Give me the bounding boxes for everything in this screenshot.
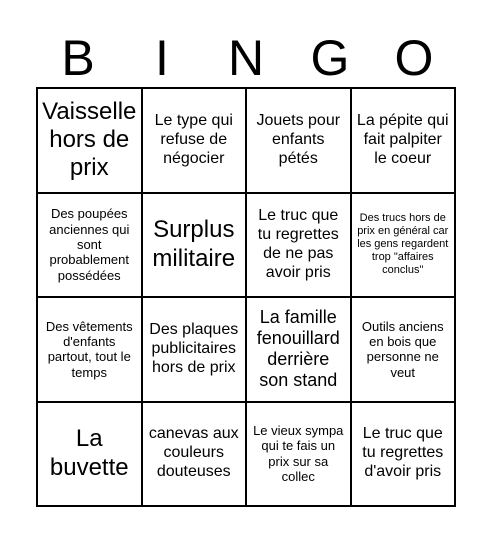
bingo-cell[interactable]: Jouets pour enfants pétés bbox=[246, 88, 351, 193]
bingo-cell[interactable]: La buvette bbox=[37, 402, 142, 507]
bingo-cell[interactable]: La famille fenouillard derrière son stand bbox=[246, 297, 351, 402]
bingo-cell[interactable]: Des vêtements d'enfants partout, tout le temps bbox=[37, 297, 142, 402]
bingo-cell[interactable]: canevas aux couleurs douteuses bbox=[142, 402, 247, 507]
bingo-header bbox=[36, 28, 456, 88]
bingo-cell[interactable]: Vaisselle hors de prix bbox=[37, 88, 142, 193]
header-letter-n: N bbox=[227, 30, 265, 86]
bingo-cell[interactable]: Des poupées anciennes qui sont probablement possédées bbox=[37, 193, 142, 298]
bingo-cell[interactable]: La pépite qui fait palpiter le coeur bbox=[351, 88, 456, 193]
bingo-cell[interactable]: Outils anciens en bois que personne ne veut bbox=[351, 297, 456, 402]
header-letter-o: O bbox=[394, 30, 434, 86]
bingo-cell[interactable]: Le truc que tu regrettes d'avoir pris bbox=[351, 402, 456, 507]
bingo-cell[interactable]: Des trucs hors de prix en général car les gens regardent trop "affaires conclus" bbox=[351, 193, 456, 298]
header-letter-i: I bbox=[155, 30, 169, 86]
bingo-cell[interactable]: Des plaques publicitaires hors de prix bbox=[142, 297, 247, 402]
header-letter-g: G bbox=[310, 30, 350, 86]
bingo-cell[interactable]: Le truc que tu regrettes de ne pas avoir pris bbox=[246, 193, 351, 298]
bingo-cell[interactable]: Le type qui refuse de négocier bbox=[142, 88, 247, 193]
header-letter-b: B bbox=[61, 30, 95, 86]
bingo-cell[interactable]: Surplus militaire bbox=[142, 193, 247, 298]
bingo-grid bbox=[36, 87, 456, 507]
bingo-cell[interactable]: Le vieux sympa qui te fais un prix sur sa collec bbox=[246, 402, 351, 507]
